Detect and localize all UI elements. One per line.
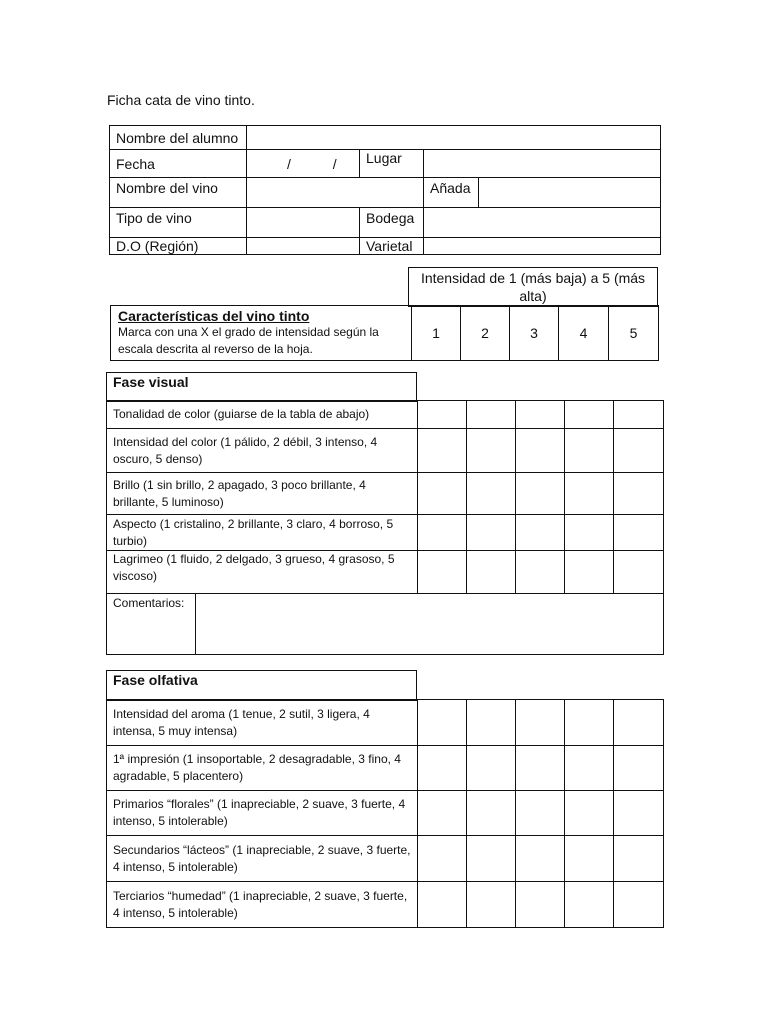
table-row xyxy=(107,791,664,836)
rating-cell[interactable] xyxy=(614,746,664,791)
label-nombre-vino: Nombre del vino xyxy=(110,178,247,208)
scale-1: 1 xyxy=(412,306,461,361)
characteristics-cell xyxy=(111,306,412,361)
fase-visual-item: Intensidad del color (1 pálido, 2 débil, 3 intenso, 4 oscuro, 5 denso) xyxy=(107,429,418,473)
rating-cell[interactable] xyxy=(516,836,565,882)
rating-cell[interactable] xyxy=(614,882,664,928)
fase-olfativa-heading: Fase olfativa xyxy=(107,671,417,701)
scale-4: 4 xyxy=(559,306,609,361)
rating-cell[interactable] xyxy=(418,473,467,515)
table-row xyxy=(107,700,664,746)
rating-cell[interactable] xyxy=(565,551,614,594)
rating-cell[interactable] xyxy=(418,429,467,473)
fecha-separator: / xyxy=(332,155,337,172)
rating-cell[interactable] xyxy=(418,551,467,594)
label-bodega: Bodega xyxy=(360,208,424,238)
fase-visual-item: Lagrimeo (1 fluido, 2 delgado, 3 grueso, 4 grasoso, 5 viscoso) xyxy=(107,551,418,594)
rating-cell[interactable] xyxy=(418,882,467,928)
field-varietal[interactable] xyxy=(424,238,661,255)
characteristics-heading: Características del vino tinto xyxy=(118,308,310,324)
table-row xyxy=(107,515,664,551)
fecha-separator: / xyxy=(287,155,291,172)
label-do-region: D.O (Región) xyxy=(110,238,247,255)
fase-visual-heading-table xyxy=(106,372,417,402)
rating-cell[interactable] xyxy=(467,515,516,551)
fase-olfativa-item: Primarios “florales” (1 inapreciable, 2 suave, 3 fuerte, 4 intenso, 5 intolerable) xyxy=(107,791,418,836)
rating-cell[interactable] xyxy=(614,401,664,429)
label-varietal: Varietal xyxy=(360,238,424,255)
rating-cell[interactable] xyxy=(516,882,565,928)
rating-cell[interactable] xyxy=(467,551,516,594)
comentarios-field[interactable] xyxy=(196,594,664,655)
field-bodega[interactable] xyxy=(424,208,661,238)
table-row xyxy=(107,882,664,928)
rating-cell[interactable] xyxy=(418,791,467,836)
field-do-region[interactable] xyxy=(247,238,360,255)
scale-5: 5 xyxy=(609,306,659,361)
rating-cell[interactable] xyxy=(467,836,516,882)
scale-3: 3 xyxy=(510,306,559,361)
rating-cell[interactable] xyxy=(516,746,565,791)
rating-cell[interactable] xyxy=(614,836,664,882)
rating-cell[interactable] xyxy=(516,473,565,515)
student-info-table xyxy=(109,125,661,255)
rating-cell[interactable] xyxy=(418,746,467,791)
fase-visual-item: Aspecto (1 cristalino, 2 brillante, 3 claro, 4 borroso, 5 turbio) xyxy=(107,515,418,551)
rating-cell[interactable] xyxy=(565,882,614,928)
rating-cell[interactable] xyxy=(565,473,614,515)
characteristics-table xyxy=(110,305,659,361)
scale-2: 2 xyxy=(461,306,510,361)
rating-cell[interactable] xyxy=(565,700,614,746)
rating-cell[interactable] xyxy=(467,429,516,473)
rating-cell[interactable] xyxy=(565,429,614,473)
rating-cell[interactable] xyxy=(516,429,565,473)
rating-cell[interactable] xyxy=(467,791,516,836)
table-row xyxy=(107,401,664,429)
rating-cell[interactable] xyxy=(516,401,565,429)
rating-cell[interactable] xyxy=(418,836,467,882)
fase-olfativa-heading-table xyxy=(106,670,417,701)
rating-cell[interactable] xyxy=(418,700,467,746)
rating-cell[interactable] xyxy=(467,700,516,746)
label-anada: Añada xyxy=(424,178,479,208)
comentarios-label: Comentarios: xyxy=(107,594,196,655)
rating-cell[interactable] xyxy=(614,791,664,836)
rating-cell[interactable] xyxy=(614,551,664,594)
label-nombre-alumno: Nombre del alumno xyxy=(110,126,247,150)
rating-cell[interactable] xyxy=(614,429,664,473)
intensity-header-table xyxy=(408,267,658,307)
characteristics-instructions: Marca con una X el grado de intensidad según la escala descrita al reverso de la hoja. xyxy=(118,325,379,356)
document-title: Ficha cata de vino tinto. xyxy=(107,92,255,108)
table-row xyxy=(107,473,664,515)
rating-cell[interactable] xyxy=(418,515,467,551)
label-fecha: Fecha xyxy=(110,150,247,178)
rating-cell[interactable] xyxy=(565,836,614,882)
fase-olfativa-item: Secundarios “lácteos” (1 inapreciable, 2 suave, 3 fuerte, 4 intenso, 5 intolerable) xyxy=(107,836,418,882)
rating-cell[interactable] xyxy=(467,882,516,928)
fase-visual-item: Brillo (1 sin brillo, 2 apagado, 3 poco brillante, 4 brillante, 5 luminoso) xyxy=(107,473,418,515)
field-tipo-vino[interactable] xyxy=(247,208,360,238)
intensity-header: Intensidad de 1 (más baja) a 5 (más alta) xyxy=(409,268,658,307)
field-lugar[interactable] xyxy=(424,150,661,178)
fase-visual-heading: Fase visual xyxy=(107,373,417,402)
table-row xyxy=(107,551,664,594)
fase-olfativa-item: Intensidad del aroma (1 tenue, 2 sutil, 3 ligera, 4 intensa, 5 muy intensa) xyxy=(107,700,418,746)
table-row xyxy=(107,429,664,473)
fase-visual-table xyxy=(106,400,664,594)
rating-cell[interactable] xyxy=(516,700,565,746)
rating-cell[interactable] xyxy=(516,791,565,836)
rating-cell[interactable] xyxy=(614,473,664,515)
rating-cell[interactable] xyxy=(565,401,614,429)
table-row xyxy=(107,746,664,791)
field-anada[interactable] xyxy=(479,178,661,208)
rating-cell[interactable] xyxy=(565,791,614,836)
rating-cell[interactable] xyxy=(418,401,467,429)
fase-visual-item: Tonalidad de color (guiarse de la tabla de abajo) xyxy=(107,401,418,429)
comentarios-table xyxy=(106,593,664,655)
rating-cell[interactable] xyxy=(565,515,614,551)
rating-cell[interactable] xyxy=(467,401,516,429)
field-nombre-alumno[interactable] xyxy=(247,126,661,150)
fase-olfativa-table xyxy=(106,699,664,928)
field-fecha[interactable] xyxy=(247,150,360,178)
fase-olfativa-item: Terciarios “humedad” (1 inapreciable, 2 suave, 3 fuerte, 4 intenso, 5 intolerable) xyxy=(107,882,418,928)
label-tipo-vino: Tipo de vino xyxy=(110,208,247,238)
fase-olfativa-item: 1ª impresión (1 insoportable, 2 desagradable, 3 fino, 4 agradable, 5 placentero) xyxy=(107,746,418,791)
rating-cell[interactable] xyxy=(614,515,664,551)
label-lugar: Lugar xyxy=(360,150,424,178)
rating-cell[interactable] xyxy=(565,746,614,791)
rating-cell[interactable] xyxy=(614,700,664,746)
field-nombre-vino[interactable] xyxy=(247,178,424,208)
rating-cell[interactable] xyxy=(467,473,516,515)
rating-cell[interactable] xyxy=(516,515,565,551)
table-row xyxy=(107,836,664,882)
rating-cell[interactable] xyxy=(467,746,516,791)
rating-cell[interactable] xyxy=(516,551,565,594)
